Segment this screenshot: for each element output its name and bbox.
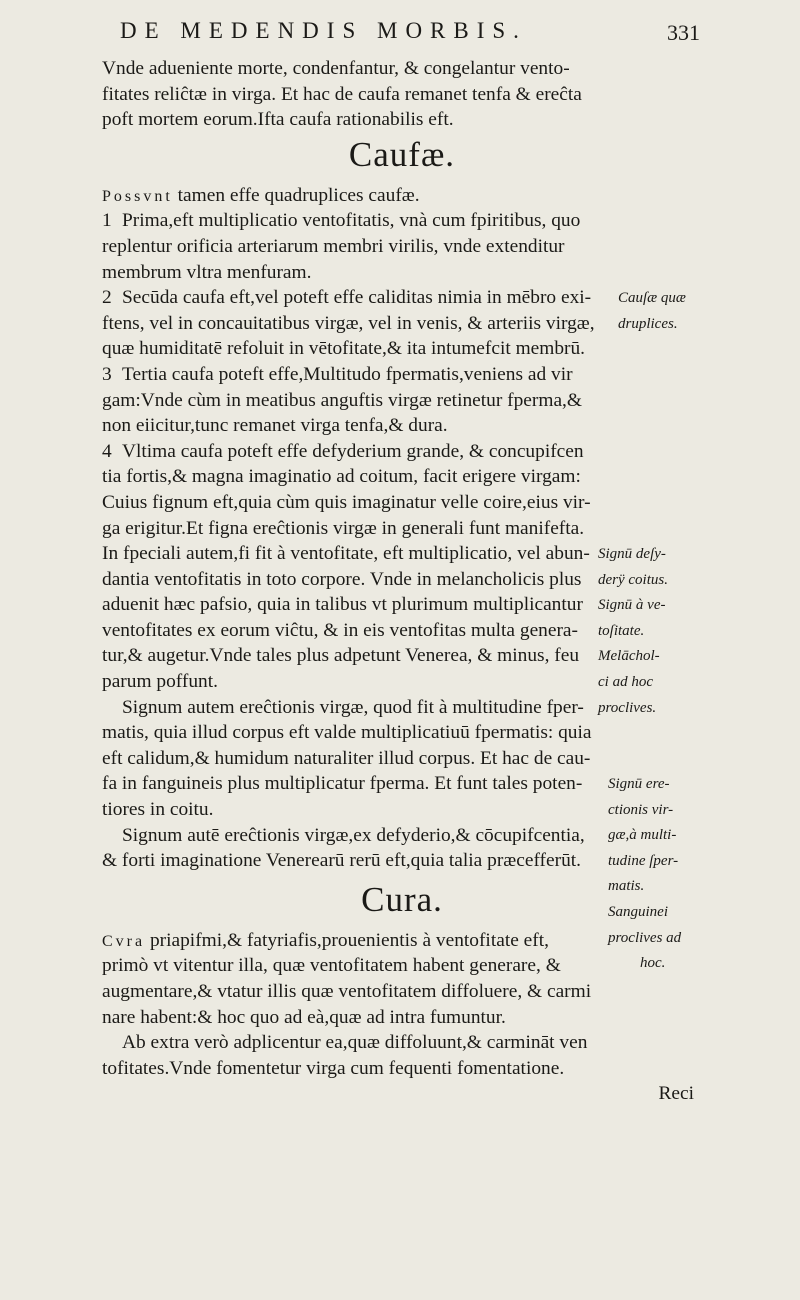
text-line: gam:Vnde cùm in meatibus anguftis virgæ retinetur fperma,& — [102, 389, 582, 411]
text-run: Prima,eft multiplicatio ventofitatis, vnà cum fpiritibus, quo — [122, 210, 581, 232]
text-line: matis, quia illud corpus eft valde multiplicatiuū fpermatis: quia — [102, 722, 592, 744]
numbered-line — [102, 208, 702, 234]
marginal-note-line: Signū deſy- — [598, 546, 666, 562]
text-run: priapifmi,& fatyriafis,prouenientis à ventofitate eft, — [149, 929, 549, 951]
text-line: ventofitates ex eorum viĉtu, & in eis ventofitas multa genera- — [102, 619, 578, 641]
marginal-note-line: Signū à ve- — [598, 597, 666, 614]
numbered-line — [102, 439, 702, 465]
text-line: fa in fanguineis plus multiplicatur fperma. Et funt tales poten- — [102, 773, 583, 795]
text-line: Vnde adueniente morte, condenfantur, & congelantur vento- — [102, 58, 570, 79]
text-line: replentur orificia arteriarum membri virilis, vnde extenditur — [102, 235, 565, 257]
text-line: tofitates.Vnde fomentetur virga cum fequenti fomentatione. — [102, 1057, 565, 1079]
text-line: membrum vltra menfuram. — [102, 261, 312, 283]
small-caps-word: Possvnt — [102, 187, 173, 205]
section-heading-cura: Cura. — [361, 879, 443, 919]
text-line: quæ humiditatē refoluit in vētofitate,& ita intumefcit membrū. — [102, 338, 586, 360]
marginal-note-line: toſitate. — [598, 622, 645, 639]
marginal-note-line: gæ,à multi- — [608, 827, 677, 844]
text-line: augmentare,& vtatur illis quæ ventofitatem diffoluere, & carmi — [102, 981, 592, 1002]
marginal-note-line: ci ad hoc — [598, 673, 653, 690]
marginal-note — [608, 772, 681, 977]
text-line: nare habent:& hoc quo ad eà,quæ ad intra fumuntur. — [102, 1006, 506, 1028]
text-line: non eiicitur,tunc remanet virga tenfa,& dura. — [102, 415, 448, 437]
marginal-note-line: matis. — [608, 878, 645, 895]
text-line: fitates reliĉtæ in virga. Et hac de caufa remanet tenfa & ereĉta — [102, 83, 582, 105]
catchword: Reci — [658, 1083, 694, 1105]
text-line: ga erigitur.Et figna ereĉtionis virgæ in generali funt manifefta. — [102, 517, 585, 539]
marginal-note-line: Melāchol- — [598, 648, 660, 665]
running-title: DE MEDENDIS MORBIS. — [120, 18, 527, 43]
text-line: eft calidum,& humidum naturaliter illud corpus. Et hac de cau- — [102, 747, 591, 769]
text-line: tia fortis,& magna imaginatio ad coitum, facit erigere virgam: — [102, 466, 581, 488]
marginal-note-line: Cauſæ quæ — [618, 290, 686, 306]
marginal-note-line: derÿ coitus. — [598, 571, 668, 588]
text-line: dantia ventofitatis in toto corpore. Vnde in melancholicis plus — [102, 568, 582, 590]
page-header — [120, 18, 700, 52]
marginal-note-line: ctionis vir- — [608, 801, 674, 818]
text-line: Ab extra verò adplicentur ea,quæ diffoluunt,& carmināt ven — [122, 1032, 588, 1054]
text-run: Vltima caufa poteft effe defyderium grande, & concupifcen — [122, 440, 584, 462]
marginal-note-line: proclives ad — [608, 929, 682, 946]
marginal-note-line: druplices. — [618, 315, 678, 332]
marginal-note — [618, 286, 686, 337]
text-run: tamen effe quadruplices caufæ. — [177, 184, 420, 206]
section-heading-causae: Caufæ. — [348, 134, 456, 174]
marginal-note-line: Sanguinei — [608, 903, 668, 920]
marginal-note-line: hoc. — [640, 955, 666, 972]
text-run: Secūda caufa eft,vel poteft effe caliditas nimia in mēbro exi- — [122, 287, 592, 309]
text-line: In fpeciali autem,fi fit à ventofitate, eft multiplicatio, vel abun- — [102, 543, 590, 565]
text-line: ftens, vel in concauitatibus virgæ, vel in venis, & arteriis virgæ, — [102, 312, 595, 334]
numbered-line — [102, 285, 702, 311]
item-number: 4 — [102, 440, 112, 462]
text-line: Cuius fignum eft,quia cùm quis imaginatur velle coire,eius vir- — [102, 491, 591, 513]
text-line: aduenit hæc pafsio, quia in talibus vt plurimum multiplicantur — [102, 594, 583, 616]
item-number: 1 — [102, 210, 112, 232]
marginal-note-line: tudine ſper- — [608, 852, 679, 869]
text-line — [102, 183, 702, 209]
marginal-note-line: Signū ere- — [608, 776, 670, 792]
text-line: tur,& augetur.Vnde tales plus adpetunt Venerea, & minus, feu — [102, 645, 580, 667]
marginal-note — [598, 542, 668, 721]
text-line: Signum autē ereĉtionis virgæ,ex defyderio,& cōcupifcentia, — [122, 824, 585, 846]
text-run: Tertia caufa poteft effe,Multitudo fpermatis,veniens ad vir — [122, 363, 573, 385]
numbered-line — [102, 362, 702, 388]
text-line: & forti imaginatione Venerearū rerū eft,quia talia præcefferūt. — [102, 850, 581, 872]
text-line: primò vt vitentur illa, quæ ventofitatem habent generare, & — [102, 955, 561, 977]
item-number: 3 — [102, 363, 112, 385]
text-line: poft mortem eorum.Ifta caufa rationabilis eft. — [102, 109, 454, 131]
marginal-note-line: proclives. — [598, 699, 657, 716]
text-line: Signum autem ereĉtionis virgæ, quod fit à multitudine fper- — [122, 696, 584, 718]
small-caps-word: Cvra — [102, 932, 146, 950]
text-line: parum poffunt. — [102, 671, 218, 693]
text-line: tiores in coitu. — [102, 799, 214, 821]
catchword-line — [102, 1081, 702, 1107]
item-number: 2 — [102, 287, 112, 309]
page-number: 331 — [667, 20, 700, 45]
